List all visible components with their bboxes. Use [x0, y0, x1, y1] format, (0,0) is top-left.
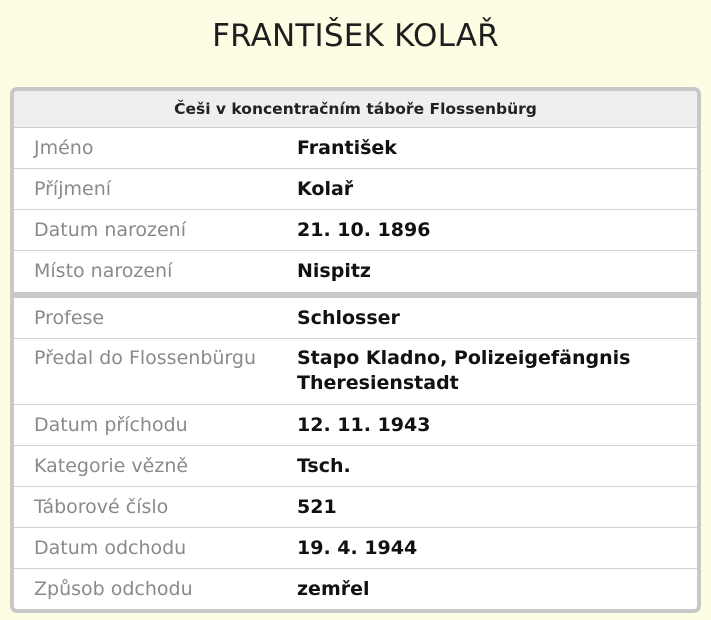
- row-departure-date: [14, 528, 697, 569]
- page-title: FRANTIŠEK KOLAŘ: [212, 18, 499, 54]
- row-label: Kategorie vězně: [34, 454, 189, 477]
- row-camp-number: [14, 487, 697, 528]
- row-value: 12. 11. 1943: [297, 413, 431, 436]
- row-birth-place: [14, 251, 697, 292]
- row-first-name: [14, 128, 697, 169]
- row-value: zemřel: [297, 578, 370, 600]
- row-value: František: [297, 136, 397, 159]
- row-value: Tsch.: [297, 454, 351, 477]
- personal-section: [14, 128, 697, 292]
- row-transferred-from: [14, 339, 697, 405]
- row-label: Místo narození: [34, 260, 173, 282]
- row-value: Kolař: [297, 177, 354, 200]
- row-value: 521: [297, 495, 337, 518]
- row-arrival-date: [14, 405, 697, 446]
- row-value: 19. 4. 1944: [297, 536, 418, 559]
- card-header: Češi v koncentračním táboře Flossenbürg: [14, 91, 697, 128]
- row-label: Táborové číslo: [34, 495, 169, 518]
- camp-section: [14, 298, 697, 610]
- row-label: Datum narození: [34, 218, 186, 241]
- row-label: Příjmení: [34, 177, 112, 200]
- row-last-name: [14, 169, 697, 210]
- row-label: Profese: [34, 306, 105, 329]
- row-value: Nispitz: [297, 260, 371, 282]
- row-label: Datum odchodu: [34, 536, 187, 559]
- info-card: [10, 87, 701, 613]
- row-label: Jméno: [34, 136, 94, 159]
- row-value: 21. 10. 1896: [297, 218, 431, 241]
- row-label: Datum příchodu: [34, 413, 188, 436]
- row-label: Způsob odchodu: [34, 578, 193, 600]
- row-label: Předal do Flossenbürgu: [34, 347, 256, 369]
- row-birth-date: [14, 210, 697, 251]
- row-prisoner-category: [14, 446, 697, 487]
- row-profession: [14, 298, 697, 339]
- row-value: Schlosser: [297, 306, 400, 329]
- row-departure-method: [14, 569, 697, 610]
- row-value: Stapo Kladno, Polizeigefängnis Theresienstadt: [297, 347, 631, 394]
